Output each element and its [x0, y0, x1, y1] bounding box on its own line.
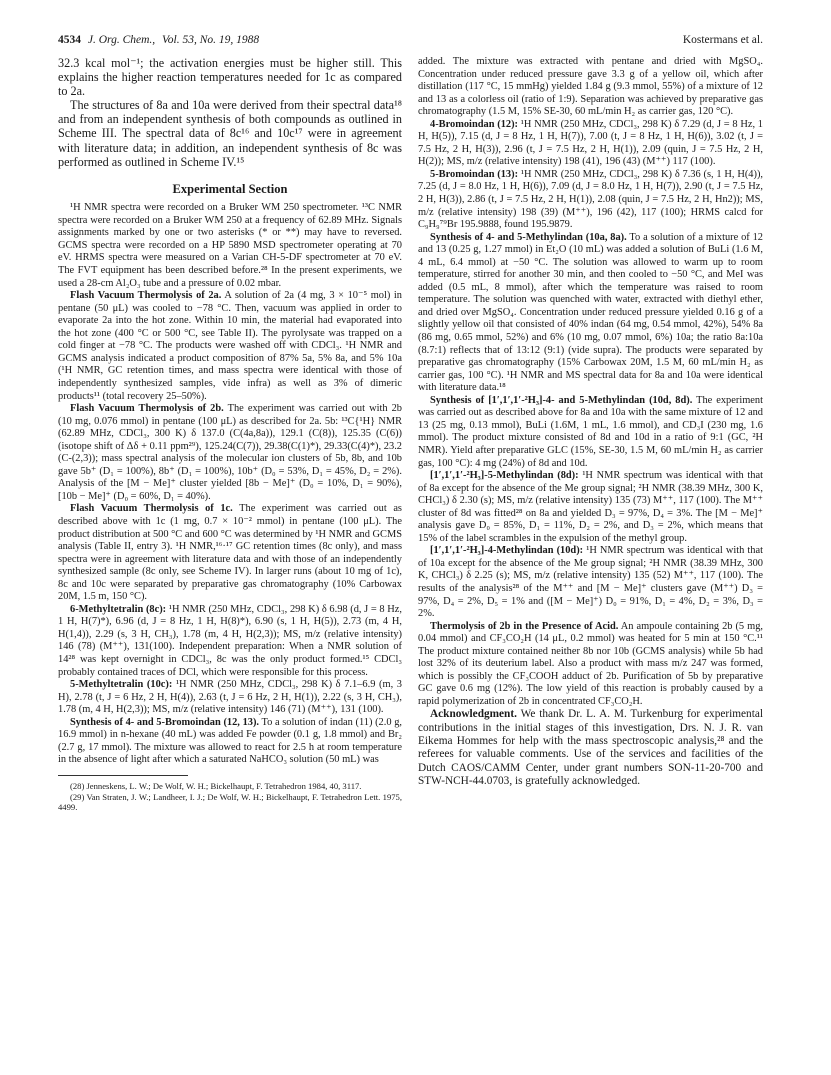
paragraph-text: ¹H NMR (250 MHz, CDCl₃, 298 K) δ 7.29 (d, J = 8 Hz, 1 H, H(5)), 7.15 (d, J = 8 Hz, 1 H, H(7)), 7.00 (t, J = 8 Hz, 1 H, H(6)), 3.02 (t, J = 7.5 Hz, 2 H, H(3)), 2.96 (t, J = 7.5 Hz, 2 H, H(1)), 2.09 (quin, J = 7.5 Hz, 2 H, H(2)); MS, m/z (relative intensity) 198 (41), 196 (43) (M⁺⁺) 117 (100).	[418, 118, 764, 168]
body-paragraph	[58, 503, 402, 603]
intro-paragraph: 32.3 kcal mol⁻¹; the activation energies must be higher still. This explains the higher reaction temperatures needed for 1c as compared to 2a.	[58, 56, 402, 99]
run-in-heading: Synthesis of 4- and 5-Bromoindan (12, 13).	[70, 716, 260, 728]
body-paragraph	[418, 470, 763, 545]
run-in-heading: [1′,1′,1′-²H₃]-5-Methylindan (8d):	[430, 470, 579, 482]
body-paragraph	[418, 395, 763, 470]
acknowledgment-heading: Acknowledgment.	[430, 708, 517, 721]
journal-volume: Vol. 53, No. 19, 1988	[162, 34, 260, 46]
acknowledgment-text: We thank Dr. L. A. M. Turkenburg for experimental contributions in the initial stages of this investigation, Drs. N. J. R. van Eikema Hommes for help with the mass spectroscopic analysis,²⁸ and the referees for valuable comments. Use of the services and facilities of the Dutch CAOS/CAMM Center, under grant numbers SON-11-20-700 and STW-NCH-44.0703, is gratefully acknowledged.	[418, 708, 763, 787]
run-in-heading: Flash Vacuum Thermolysis of 2a.	[70, 290, 222, 302]
run-in-heading: Synthesis of 4- and 5-Methylindan (10a, 8a).	[430, 231, 627, 243]
body-paragraph	[418, 545, 763, 620]
paragraph-text: The experiment was carried out as described above with 1c (1 mg, 0.7 × 10⁻² mmol) in pentane (100 μL). The product distribution at 500 °C and 600 °C was determined by ¹H NMR and GCMS analysis (Table II, entry 3). ¹H NMR,¹⁶·¹⁷ GC retention times (8c only), and mass spectra were in agreement with literature data and with those of an independently synthesized sample (8c only, see Scheme IV). In larger runs (about 10 mg of 1c), 8c and 10c were separated by preparative gas chromatography (10% Carbowax 20M, 1.5 m, 150 °C).	[58, 503, 402, 603]
body-paragraph	[58, 717, 402, 767]
body-paragraph	[58, 679, 402, 717]
body-paragraph	[418, 169, 763, 232]
run-in-heading: Flash Vacuum Thermolysis of 1c.	[70, 503, 233, 515]
left-column	[58, 56, 402, 813]
footnote: (28) Jenneskens, L. W.; De Wolf, W. H.; Bickelhaupt, F. Tetrahedron 1984, 40, 3117.	[70, 780, 362, 791]
body-paragraph	[418, 621, 763, 709]
run-in-heading: 5-Bromoindan (13):	[430, 168, 519, 180]
acknowledgment-paragraph	[418, 708, 763, 788]
run-in-heading: Thermolysis of 2b in the Presence of Acid.	[430, 620, 619, 632]
footnote-divider	[58, 775, 188, 776]
page-number: 4534	[58, 34, 81, 46]
header-left	[58, 34, 259, 46]
run-in-heading: 4-Bromoindan (12):	[430, 118, 519, 130]
running-authors: Kostermans et al.	[682, 34, 763, 46]
run-in-heading: [1′,1′,1′-²H₃]-4-Methylindan (10d):	[430, 545, 584, 557]
body-paragraph	[418, 119, 763, 169]
body-paragraph	[58, 403, 402, 503]
body-paragraph	[58, 604, 402, 679]
run-in-heading: 5-Methyltetralin (10c):	[70, 679, 173, 691]
paragraph-text: ¹H NMR spectrum was identical with that of 10a except for the absence of the Me group signal; ²H NMR (38.39 MHz, 300 K, CHCl₃) δ 2.25 (s); MS, m/z (relative intensity) 135 (52) M⁺⁺, 117 (100). The results of the analysis²⁸ of the M⁺⁺ and [M − Me]⁺ clusters gave (M⁺⁺) D₃ = 97%, D₄ = 2%, D₅ = 1% and ([M − Me]⁺) D₀ = 91%, D₁ = 4%, D₂ = 3%, D₃ = 2%.	[418, 545, 763, 620]
paragraph-text: ¹H NMR (250 MHz, CDCl₃, 298 K) δ 7.1–6.9 (m, 3 H), 2.78 (t, J = 6 Hz, 2 H, H(4)), 2.63 (t, J = 6 Hz, 2 H, H(1)), 2.22 (s, 3 H, CH₃), 1.78 (m, 4 H, H(2,3)); MS, m/z (relative intensity) 146 (71) (M⁺⁺), 131 (100).	[58, 679, 402, 716]
intro-paragraph: The structures of 8a and 10a were derived from their spectral data¹⁸ and from an independent synthesis of both compounds as outlined in Scheme III. The spectral data of 8c¹⁶ and 10c¹⁷ were in agreement with literature data; in addition, an independent synthesis of 8c was performed as outlined in Scheme IV.¹⁵	[58, 98, 402, 169]
paragraph-text: To a solution of a mixture of 12 and 13 (0.25 g, 1.27 mmol) in Et₂O (10 mL) was added a solution of BuLi (1.6 M, 4 mL, 6.4 mmol) at −50 °C. The solution was allowed to warm up to room temperature, stirred for another 30 min, and then cooled to −50 °C, and MeI was added (0.5 mL, 8 mmol), after which the temperature was raised to room temperature. The solution was quenched with water, extracted with diethyl ether, and dried over MgSO₄. Concentration under reduced pressure yielded 0.16 g of a slightly yellow oil that consisted of 40% indan (64 mg, 0.54 mmol, 42%), 54% 8a (86 mg, 0.65 mmol, 52%) and 6% (10 mg, 0.07 mmol, 6%) 10a; the ratio 8a:10a (8.7:1) reflects that of 13:12 (9:1) (vide supra). The products were separated by preparative gas chromatography (15% Carbowax 20M, 1.5 M, 60 mL/min H₂ as carrier gas, 100 °C). ¹H NMR and MS spectral data for 8a and 10a were identical with literature data.¹⁸	[418, 231, 763, 394]
paragraph-text: An ampoule containing 2b (5 mg, 0.04 mmol) and CF₃CO₂H (14 μL, 0.2 mmol) was heated for 5 min at 150 °C.¹¹ The product mixture contained neither 8b nor 10b (GCMS analysis) while 5b had lost 32% of its deuterium label. Also a product with mass m/z 247 was formed, which is possibly the CF₃COOH adduct of 2b. Purification of 5b by preparative GC gave 0.6 mg (12%). The low yield of this reaction is probably caused by a rapid polymerization of 2b in concentrated CF₃CO₂H.	[418, 620, 763, 707]
paragraph-text: ¹H NMR (250 MHz, CDCl₃, 298 K) δ 7.36 (s, 1 H, H(4)), 7.25 (d, J = 8.0 Hz, 1 H, H(6)), 7.09 (d, J = 8.0 Hz, 1 H, H(7)), 2.90 (t, J = 7.5 Hz, 2 H, H(3)), 2.86 (t, J = 7.5 Hz, 2 H, H(1)), 2.08 (quin, J = 7.5 Hz, 2 H, Hn2)); MS, m/z (relative intensity) 198 (39) (M⁺⁺), 196 (42), 117 (100); HRMS calcd for C₉H₉⁷⁹Br 195.9888, found 195.9879.	[418, 168, 763, 231]
right-column	[418, 56, 763, 788]
run-in-heading: 6-Methyltetralin (8c):	[70, 603, 167, 615]
footnote: (29) Van Straten, J. W.; Landheer, I. J.; De Wolf, W. H.; Bickelhaupt, F. Tetrahedron Lett. 1975, 4499.	[58, 791, 402, 813]
run-in-heading: Flash Vacuum Thermolysis of 2b.	[70, 403, 224, 415]
paragraph-text: The experiment was carried out as described above for 8a and 10a with the same mixture of 12 and 13 (25 mg, 0.13 mmol), BuLi (1.6M, 1 mL, 1.6 mmol), and CD₃I (230 mg, 1.6 mmol). The product mixture consisted of 8d and 10d in a ratio of 9:1 (GC, ²H NMR). Yield after preparative GLC (15%, SE-30, 1.5 M, 60 mL/min H₂ as carrier gas, 100 °C): 4 mg (24%) of 8d and 10d.	[418, 394, 763, 469]
run-in-heading: Synthesis of [1′,1′,1′-²H₃]-4- and 5-Methylindan (10d, 8d).	[430, 394, 693, 406]
body-paragraph: ¹H NMR spectra were recorded on a Bruker WM 250 spectrometer. ¹³C NMR spectra were recorded on a Bruker WM 250 at a frequency of 62.89 MHz. Signals assignments marked by one or two asterisks (* or **) may have to reversed. GCMS spectra were recorded on a HP 5890 MSD spectrometer operating at 70 eV. HRMS spectra were measured on a Varian CH-5-DF spectrometer at 70 eV. The FVT equipment has been described before.²⁸ In the present experiments, we used a 28-cm Al₂O₃ tube and a pressure of 0.02 mbar.	[58, 202, 402, 289]
paragraph-text: A solution of 2a (4 mg, 3 × 10⁻⁵ mol) in pentane (50 μL) was cooled to −78 °C. Then, vacuum was applied in order to evaporate 2a into the hot zone. Within 10 min, the material had evaporated into the hot zone (400 °C or 500 °C, see Table II). The pyrolysate was trapped on a cold finger at −78 °C. The products were washed off with CDCl₃. ¹H NMR and GCMS analysis indicated a product composition of 87% 5a, 5% 8a, and 5% 10a (¹H NMR, GC retention times, and mass spectra were identical with those of independently synthesized samples, vide infra) as well as 3% of dimeric products¹¹ (total recovery 25–50%).	[58, 290, 402, 402]
paragraph-text: The experiment was carried out with 2b (10 mg, 0.076 mmol) in pentane (100 μL) as described for 2a. 5b: ¹³C{¹H} NMR (62.89 MHz, CDCl₃, 300 K) δ 137.0 (C(4a,8a)), 129.1 (C(8)), 125.35 (C(6)) (isotope shift of Δδ + 0.11 ppm²⁹), 125.24(C(7)), 29.38(C(1)*), 29.33(C(4)*), 23.2 (C-(2,3)); mass spectral analysis of the molecular ion clusters of 5b, 8b, and 10b gave 5b⁺ (D₁ = 100%), 8b⁺ (D₁ = 100%), 10b⁺ (D₀ = 53%, D₁ = 45%, D₂ = 2%). Analysis of the [M − Me]⁺ cluster yielded [8b − Me]⁺ (D₀ = 10%, D₁ = 90%), [10b − Me]⁺ (D₀ = 60%, D₁ = 40%).	[58, 403, 402, 502]
body-paragraph	[58, 290, 402, 403]
paragraph-text: ¹H NMR (250 MHz, CDCl₃, 298 K) δ 6.98 (d, J = 8 Hz, 1 H, H(7)*), 6.96 (d, J = 8 Hz, 1 H, H(8)*), 6.90 (s, 1 H, H(5)), 2.73 (m, 4 H, H(1,4)), 2.29 (s, 3 H, CH₃), 1.78 (m, 4 H, H(2,3)); MS, m/z (relative intensity) 146 (78) (M⁺⁺), 131(100). Independent preparation: When a NMR solution of 14²⁸ was kept overnight in CDCl₃, 8c was the only product formed.¹⁵ CDCl₃ probably contained traces of DCl, which were responsible for this process.	[58, 603, 403, 678]
paragraph-text: To a solution of indan (11) (2.0 g, 16.9 mmol) in n-hexane (40 mL) was added Fe powder (0.1 g, 1.8 mmol) and Br₂ (2.7 g, 17 mmol). The mixture was allowed to react for 2.5 h at room temperature in the absence of light after which a saturated NaHCO₃ solution (50 mL) was	[58, 716, 402, 766]
paragraph-text: ¹H NMR spectrum was identical with that of 8a except for the absence of the Me group signal; ²H NMR (38.39 MHz, 300 K, CHCl₃) δ 2.30 (s); MS, m/z (relative intensity) 135 (73) M⁺⁺, 117 (100). The M⁺⁺ cluster of 8d was fitted²⁸ on 8a and yielded D₃ = 97%, D₄ = 3%. The [M − Me]⁺ analysis gave D₀ = 85%, D₁ = 11%, D₂ = 2%, and D₃ = 2%, which means that 15% of the label scrambles in the expulsion of the methyl group.	[418, 470, 763, 544]
page-header	[58, 34, 763, 50]
body-paragraph: added. The mixture was extracted with pentane and dried with MgSO₄. Concentration under reduced pressure gave 3.3 g of a yellow oil, which after distillation (117 °C, 15 mmHg) yielded 1.84 g (9.3 mmol, 55%) of a mixture of 12 and 13 as a colorless oil (ratio of 1:9). Separation was achieved by preparative gas chromatography (1.5 M, 15% SE-30, 60 mL/min H₂ as carrier gas, 120 °C).	[418, 56, 763, 118]
journal-name: J. Org. Chem.,	[87, 34, 156, 46]
section-heading: Experimental Section	[172, 181, 288, 196]
body-paragraph	[418, 232, 763, 395]
